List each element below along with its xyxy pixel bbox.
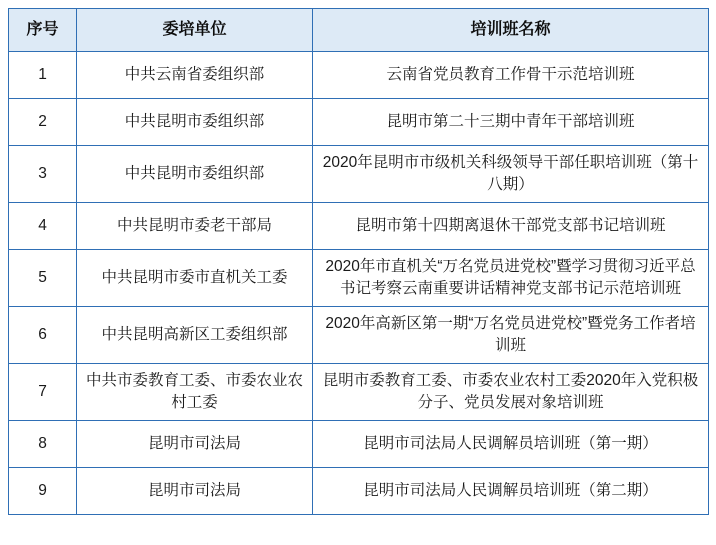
cell-no: 5 xyxy=(9,250,77,307)
cell-no: 6 xyxy=(9,307,77,364)
table-row xyxy=(9,250,709,307)
table-row xyxy=(9,307,709,364)
cell-unit: 中共市委教育工委、市委农业农村工委 xyxy=(77,364,313,421)
cell-name: 昆明市第十四期离退休干部党支部书记培训班 xyxy=(313,203,709,250)
cell-unit: 中共昆明市委组织部 xyxy=(77,146,313,203)
table-row xyxy=(9,468,709,515)
cell-unit: 中共昆明市委市直机关工委 xyxy=(77,250,313,307)
cell-no: 2 xyxy=(9,99,77,146)
table-row xyxy=(9,52,709,99)
table-row xyxy=(9,203,709,250)
cell-name: 昆明市委教育工委、市委农业农村工委2020年入党积极分子、党员发展对象培训班 xyxy=(313,364,709,421)
column-header-no: 序号 xyxy=(9,9,77,52)
column-header-name: 培训班名称 xyxy=(313,9,709,52)
cell-name: 昆明市司法局人民调解员培训班（第二期） xyxy=(313,468,709,515)
cell-name: 2020年市直机关“万名党员进党校”暨学习贯彻习近平总书记考察云南重要讲话精神党支部书记示范培训班 xyxy=(313,250,709,307)
cell-name: 云南省党员教育工作骨干示范培训班 xyxy=(313,52,709,99)
table-row xyxy=(9,421,709,468)
table-body xyxy=(9,52,709,515)
cell-no: 8 xyxy=(9,421,77,468)
cell-no: 3 xyxy=(9,146,77,203)
cell-unit: 中共云南省委组织部 xyxy=(77,52,313,99)
table-row xyxy=(9,99,709,146)
cell-no: 4 xyxy=(9,203,77,250)
cell-unit: 中共昆明市委老干部局 xyxy=(77,203,313,250)
training-table xyxy=(8,8,709,515)
cell-no: 9 xyxy=(9,468,77,515)
table-header xyxy=(9,9,709,52)
cell-name: 昆明市司法局人民调解员培训班（第一期） xyxy=(313,421,709,468)
cell-no: 1 xyxy=(9,52,77,99)
cell-unit: 中共昆明市委组织部 xyxy=(77,99,313,146)
cell-no: 7 xyxy=(9,364,77,421)
cell-name: 昆明市第二十三期中青年干部培训班 xyxy=(313,99,709,146)
table-row xyxy=(9,146,709,203)
cell-name: 2020年高新区第一期“万名党员进党校”暨党务工作者培训班 xyxy=(313,307,709,364)
cell-unit: 中共昆明高新区工委组织部 xyxy=(77,307,313,364)
cell-unit: 昆明市司法局 xyxy=(77,421,313,468)
table-row xyxy=(9,364,709,421)
table-header-row xyxy=(9,9,709,52)
cell-unit: 昆明市司法局 xyxy=(77,468,313,515)
cell-name: 2020年昆明市市级机关科级领导干部任职培训班（第十八期） xyxy=(313,146,709,203)
column-header-unit: 委培单位 xyxy=(77,9,313,52)
